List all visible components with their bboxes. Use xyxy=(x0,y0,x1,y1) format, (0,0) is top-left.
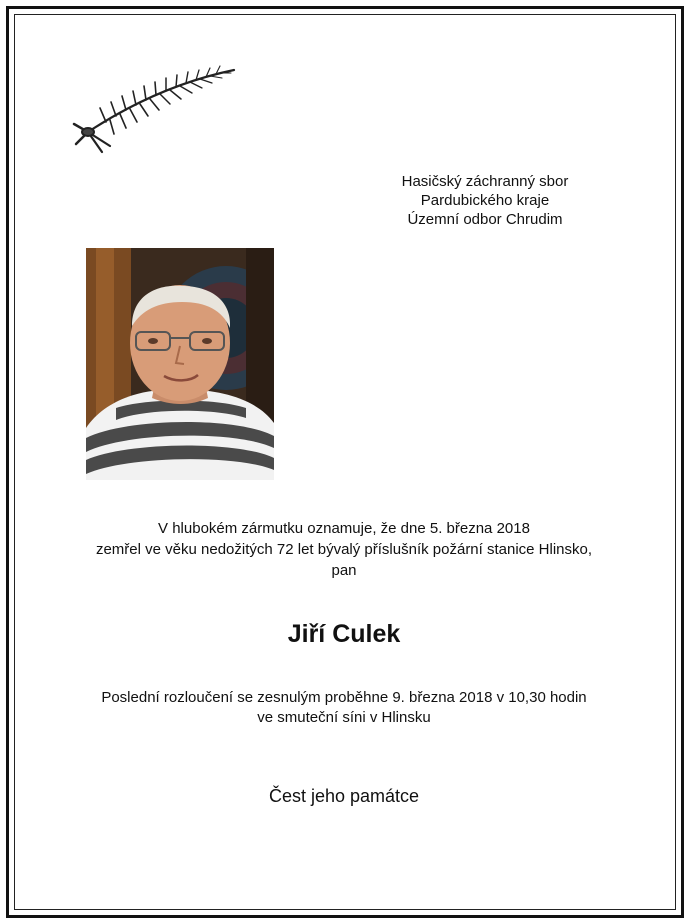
announcement-block xyxy=(20,518,668,581)
funeral-line-1: Poslední rozloučení se zesnulým proběhne 9. března 2018 v 10,30 hodin xyxy=(101,689,587,706)
palm-branch-icon xyxy=(66,62,246,167)
organization-line-2: Pardubického kraje xyxy=(420,192,550,209)
funeral-line-2: ve smuteční síni v Hlinsku xyxy=(257,709,431,726)
portrait-photo xyxy=(86,248,274,480)
organization-line-1: Hasičský záchranný sbor xyxy=(401,173,569,190)
closing-text: Čest jeho památce xyxy=(268,786,420,806)
deceased-name: Jiří Culek xyxy=(287,620,401,648)
announcement-line-2: zemřel ve věku nedožitých 72 let bývalý příslušník požární stanice Hlinsko, xyxy=(95,541,593,558)
announcement-line-3: pan xyxy=(331,562,357,579)
funeral-block xyxy=(20,688,668,728)
organization-line-3: Územní odbor Chrudim xyxy=(407,211,563,228)
organization-block xyxy=(370,172,600,229)
announcement-line-1: V hlubokém zármutku oznamuje, že dne 5. března 2018 xyxy=(158,520,530,537)
